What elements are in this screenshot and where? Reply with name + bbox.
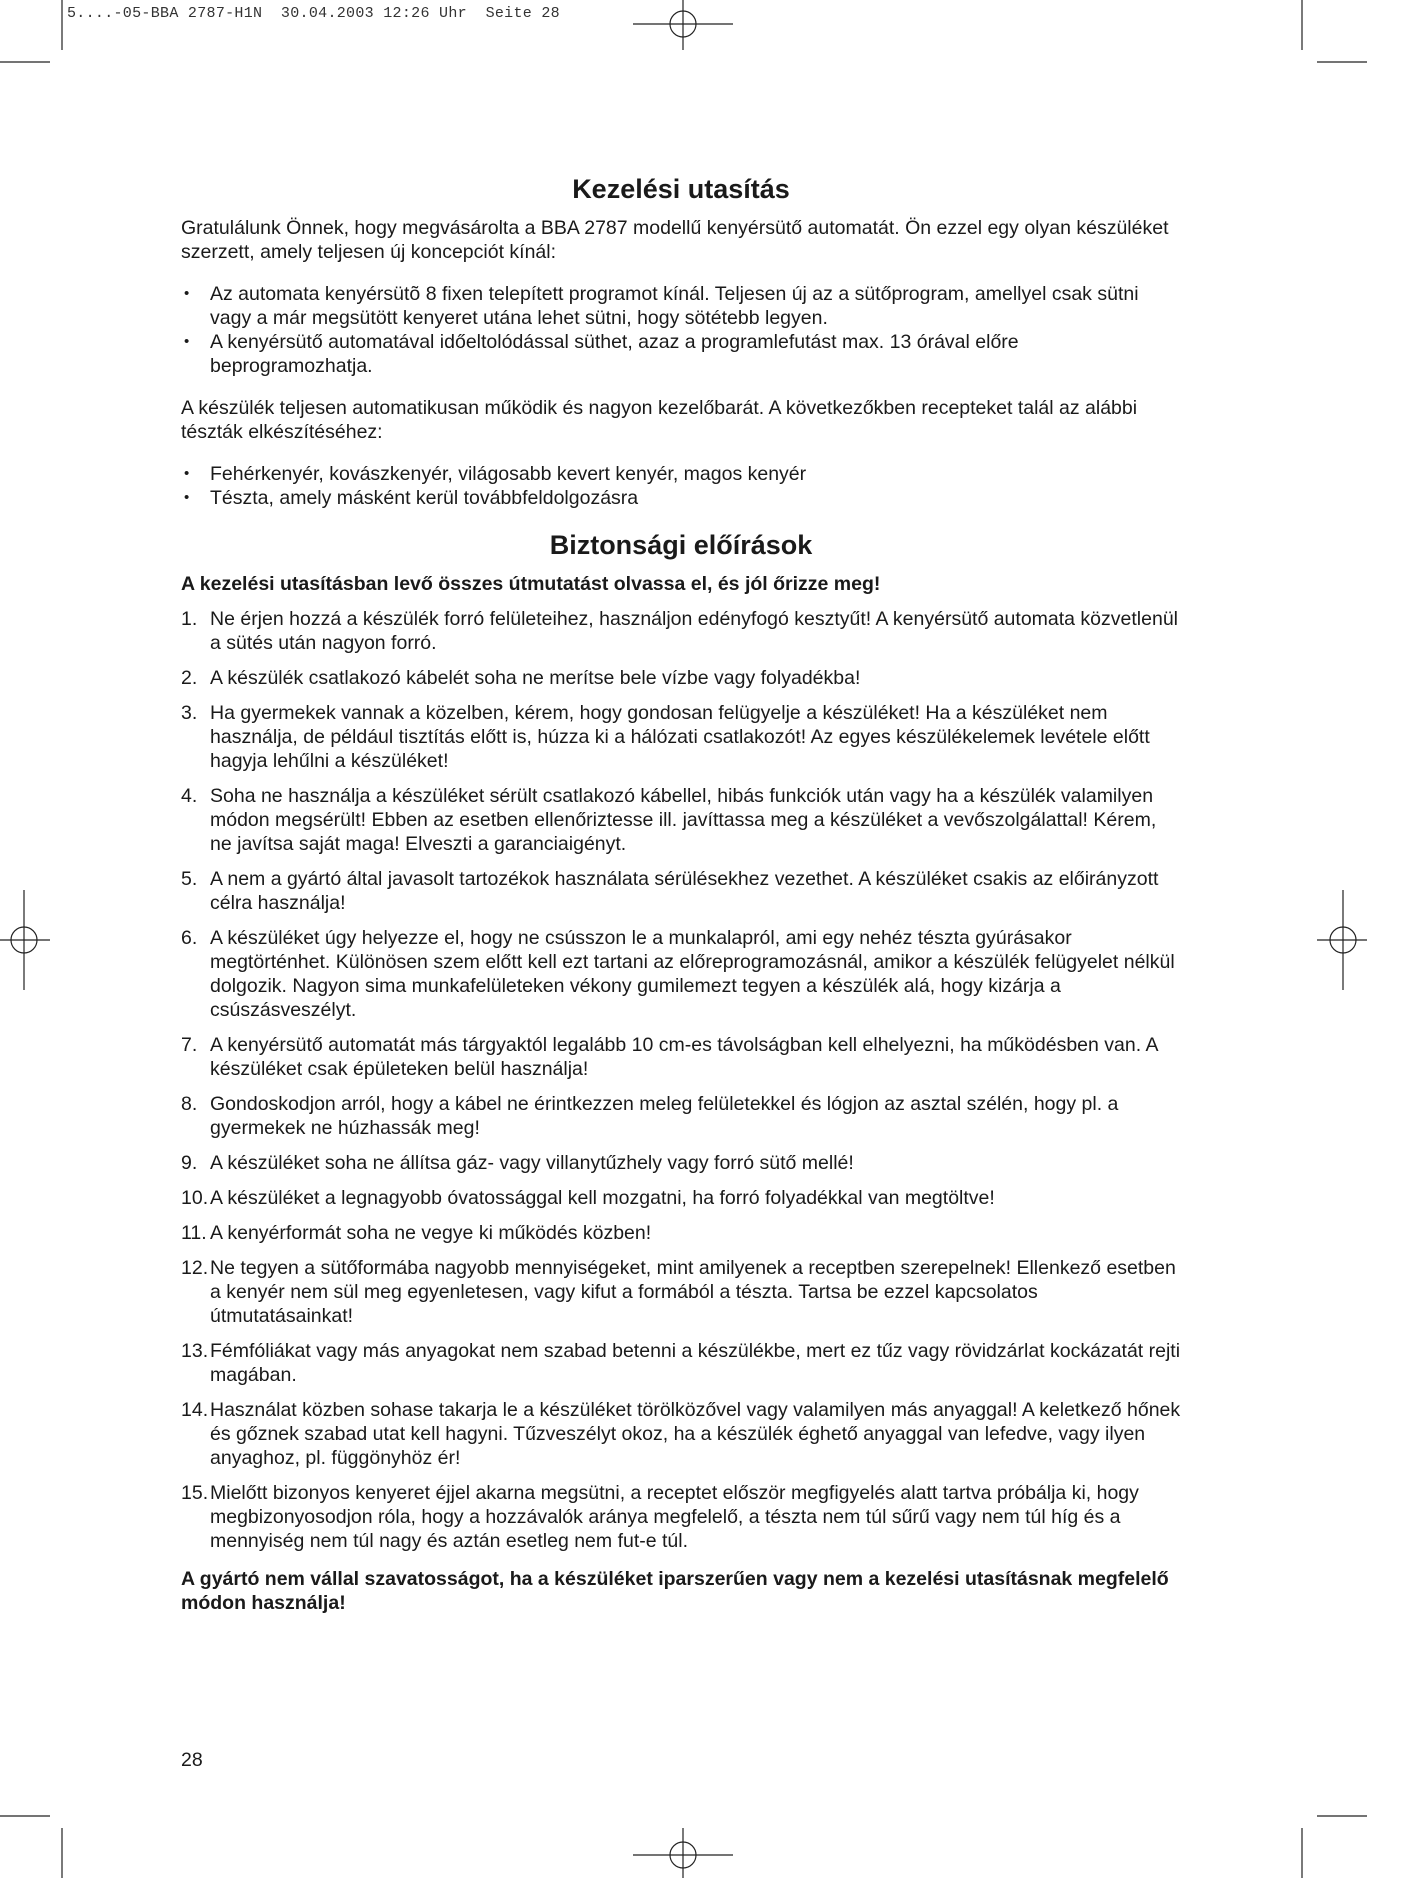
bullet-icon: • bbox=[184, 333, 190, 350]
safety-lead: A kezelési utasításban levő összes útmutatást olvassa el, és jól őrizze meg! bbox=[181, 573, 881, 595]
registration-mark-top bbox=[633, 0, 733, 50]
page-content bbox=[181, 172, 1181, 1615]
list-item: 3. Ha gyermekek vannak a közelben, kérem, hogy gondosan felügyelje a készüléket! Ha a készüléket nem használja, de például tisztítás előtt is, húzza ki a hálózati csatlakozót! Az egyes készülékelemek levétele előtt hagyja lehűlni a készüléket! bbox=[181, 702, 1150, 772]
intro-paragraph: Gratulálunk Önnek, hogy megvásárolta a BBA 2787 modellű kenyérsütő automatát. Ön ezzel egy olyan készüléket szerzett, amely teljesen új koncepciót kínál: bbox=[181, 217, 1169, 263]
list-item: 14. Használat közben sohase takarja le a készüléket törölközővel vagy valamilyen más anyaggal! A keletkező hőnek és gőznek szabad utat kell hagyni. Tűzveszélyt okoz, ha a készülék éghető anyaggal van lefedve, vagy ilyen anyaghoz, pl. függönyhöz ér! bbox=[181, 1399, 1181, 1469]
list-item: 9. A készüléket soha ne állítsa gáz- vagy villanytűzhely vagy forró sütő mellé! bbox=[181, 1152, 854, 1174]
list-item: • Tészta, amely másként kerül továbbfeldolgozásra bbox=[184, 487, 639, 509]
list-item: 2. A készülék csatlakozó kábelét soha ne merítse bele vízbe vagy folyadékba! bbox=[181, 667, 861, 689]
list-item: 11. A kenyérformát soha ne vegye ki működés közben! bbox=[181, 1222, 652, 1244]
list-item: 1. Ne érjen hozzá a készülék forró felületeihez, használjon edényfogó kesztyűt! A kenyérsütő automata közvetlenül a sütés után nagyon forró. bbox=[181, 608, 1178, 654]
page-number: 28 bbox=[181, 1749, 203, 1771]
list-item: • A kenyérsütő automatával időeltolódással süthet, azaz a programlefutást max. 13 órával előre beprogramozhatja. bbox=[184, 331, 1019, 377]
list-item: 15. Mielőtt bizonyos kenyeret éjjel akarna megsütni, a receptet először megfigyelés alatt tartva próbálja ki, hogy megbizonyosodjon róla, hogy a hozzávalók aránya megfelelő, a tészta nem túl sűrű vagy nem túl híg és a mennyiség nem túl nagy és aztán esetleg nem fut-e túl. bbox=[181, 1482, 1139, 1552]
list-item: 12. Ne tegyen a sütőformába nagyobb mennyiségeket, mint amilyenek a receptben szerepelnek! Ellenkező esetben a kenyér nem sül meg egyenletesen, vagy kifut a formából a tészta. Tartsa be ezzel kapcsolatos útmutatásainkat! bbox=[181, 1257, 1176, 1327]
list-item: • Fehérkenyér, kovászkenyér, világosabb kevert kenyér, magos kenyér bbox=[184, 463, 807, 485]
list-item: 4. Soha ne használja a készüléket sérült csatlakozó kábellel, hibás funkciók után vagy ha a készülék valamilyen módon megsérült! Ebben az esetben ellenőriztesse ill. javíttassa meg a készüléket a vevőszolgálattal! Kérem, ne javítsa saját maga! Elveszti a garanciaigényt. bbox=[181, 785, 1157, 855]
list-item: 6. A készüléket úgy helyezze el, hogy ne csússzon le a munkalapról, ami egy nehéz tészta gyúrásakor megtörténhet. Különösen szem előtt kell ezt tartani az előreprogramozásnál, amikor a készülék felügyelet nélkül dolgozik. Nagyon sima munkafelületeken vékony gumilemezt tegyen a készülék alá, hogy kizárja a csúszásveszélyt. bbox=[181, 927, 1175, 1021]
registration-mark-left bbox=[0, 890, 50, 990]
safety-rules-list bbox=[181, 607, 1181, 1553]
list-item: 10. A készüléket a legnagyobb óvatossággal kell mozgatni, ha forró folyadékkal van megtöltve! bbox=[181, 1187, 995, 1209]
list-item: 5. A nem a gyártó által javasolt tartozékok használata sérülésekhez vezethet. A készüléket csakis az előirányzott célra használja! bbox=[181, 868, 1159, 914]
registration-mark-bottom bbox=[633, 1828, 733, 1878]
list-item: • Az automata kenyérsütõ 8 fixen telepített programot kínál. Teljesen új az a sütőprogram, amellyel csak sütni vagy a már megsütött kenyeret utána lehet sütni, hogy sötétebb legyen. bbox=[184, 283, 1139, 329]
list-item: 13. Fémfóliákat vagy más anyagokat nem szabad betenni a készülékbe, mert ez tűz vagy rövidzárlat kockázatát rejti magában. bbox=[181, 1340, 1181, 1386]
warranty-disclaimer: A gyártó nem vállal szavatosságot, ha a készüléket iparszerűen vagy nem a kezelési utasításnak megfelelő módon használja! bbox=[181, 1568, 1169, 1614]
list-item: 8. Gondoskodjon arról, hogy a kábel ne érintkezzen meleg felületekkel és lógjon az asztal szélén, hogy pl. a gyermekek ne húzhassák meg! bbox=[181, 1093, 1119, 1139]
bullet-icon: • bbox=[184, 465, 190, 482]
usage-paragraph: A készülék teljesen automatikusan működik és nagyon kezelőbarát. A következőkben recepteket talál az alábbi tészták elkészítéséhez: bbox=[181, 397, 1138, 443]
bullet-icon: • bbox=[184, 285, 190, 302]
bullet-icon: • bbox=[184, 489, 190, 506]
section-title-operating-instructions: Kezelési utasítás bbox=[572, 174, 790, 204]
section-title-safety: Biztonsági előírások bbox=[549, 530, 813, 560]
dough-type-list bbox=[181, 462, 1181, 510]
registration-mark-right bbox=[1317, 890, 1367, 990]
print-slug-header: 5....-05-BBA 2787-H1N 30.04.2003 12:26 Uhr Seite 28 bbox=[67, 5, 560, 22]
feature-list bbox=[181, 282, 1181, 378]
list-item: 7. A kenyérsütő automatát más tárgyaktól legalább 10 cm-es távolságban kell elhelyezni, ha működésben van. A készüléket csak épületeken belül használja! bbox=[181, 1034, 1158, 1080]
